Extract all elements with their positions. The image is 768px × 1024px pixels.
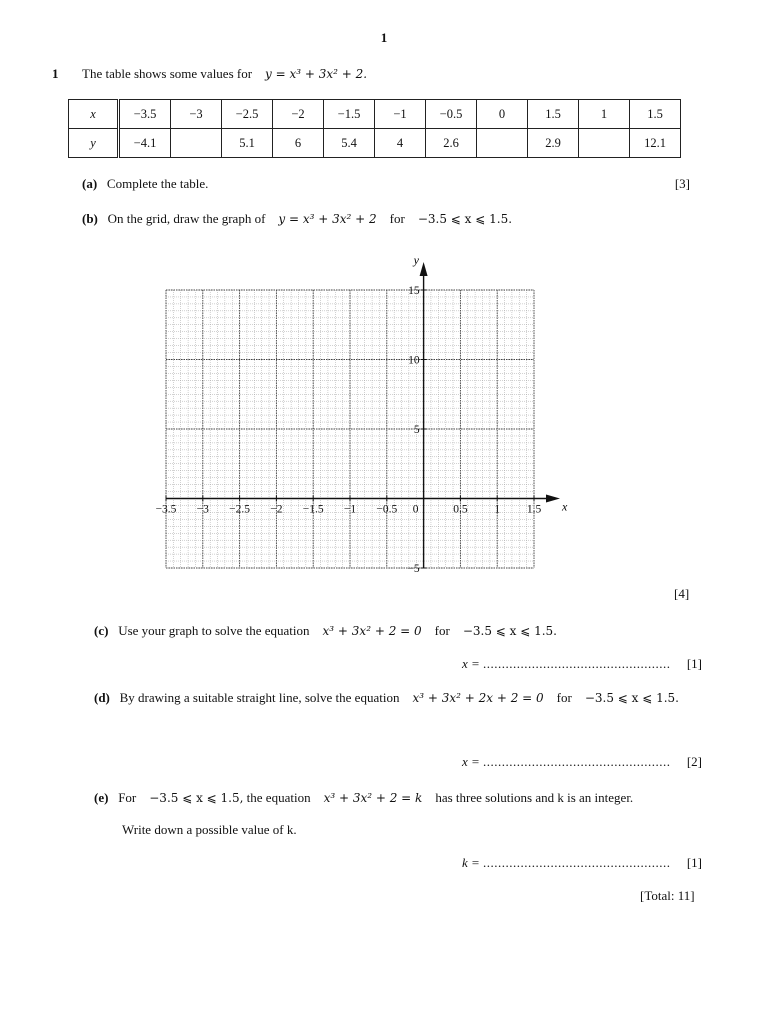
y-value-cell[interactable]	[477, 129, 528, 158]
part-e-answer-label: k =	[462, 855, 480, 870]
part-a	[82, 176, 690, 192]
part-d-answer-label: x =	[462, 754, 480, 769]
y-value-cell: 5.4	[324, 129, 375, 158]
x-header: x	[69, 100, 119, 129]
part-e-equation: x³ + 3x² + 2 = k	[323, 791, 423, 805]
part-d	[94, 690, 679, 706]
y-value-cell[interactable]	[171, 129, 222, 158]
x-tick-label: −2	[270, 503, 283, 516]
part-d-label: (d)	[94, 690, 110, 705]
part-d-answer-row	[462, 754, 702, 770]
y-tick-label: 5	[413, 424, 420, 436]
part-d-range: −3.5 ⩽ x ⩽ 1.5.	[584, 691, 679, 705]
part-c-text: Use your graph to solve the equation	[118, 623, 310, 638]
x-axis-arrow	[546, 495, 560, 503]
part-b-equation: y = x³ + 3x² + 2	[278, 212, 377, 226]
x-value-cell: −1.5	[324, 100, 375, 129]
x-value-cell: −2.5	[222, 100, 273, 129]
part-d-for: for	[556, 690, 572, 705]
x-value-cell: −0.5	[426, 100, 477, 129]
part-e-answer-row	[462, 855, 702, 871]
y-header: y	[69, 129, 119, 158]
y-row	[69, 129, 681, 158]
part-b-for: for	[389, 211, 405, 226]
part-c-equation: x³ + 3x² + 2 = 0	[322, 624, 422, 638]
part-e-text-mid: the equation	[246, 790, 311, 805]
y-value-cell: 5.1	[222, 129, 273, 158]
part-c-label: (c)	[94, 623, 109, 638]
y-axis-arrow	[420, 262, 428, 276]
part-b-label: (b)	[82, 211, 98, 226]
y-tick-label: 10	[408, 354, 420, 367]
part-d-mark: [2]	[686, 754, 702, 769]
part-e-mark: [1]	[686, 855, 702, 870]
intro-equation: y = x³ + 3x² + 2.	[265, 67, 368, 81]
x-value-cell: 1.5	[528, 100, 579, 129]
part-b-mark: [4]	[674, 586, 690, 601]
x-tick-label: 1.5	[526, 503, 542, 516]
part-b-range: −3.5 ⩽ x ⩽ 1.5.	[417, 212, 513, 226]
intro-text: The table shows some values for	[82, 66, 253, 81]
part-b	[82, 211, 512, 227]
y-tick-label: 15	[408, 285, 420, 297]
x-tick-label: −1	[343, 503, 357, 516]
part-c-mark: [1]	[686, 656, 702, 671]
x-value-cell: 1.5	[630, 100, 681, 129]
part-d-answer-line[interactable]: ..................................................	[483, 754, 671, 769]
x-row	[69, 100, 681, 129]
x-value-cell: −3.5	[119, 100, 171, 129]
x-value-cell: 0	[477, 100, 528, 129]
x-tick-label: −1.5	[302, 503, 324, 516]
part-d-text: By drawing a suitable straight line, solve the equation	[119, 690, 400, 705]
part-c	[94, 623, 557, 639]
graph-grid[interactable]	[140, 250, 570, 580]
part-a-text: Complete the table.	[106, 176, 209, 191]
x-value-cell: −3	[171, 100, 222, 129]
part-e-label: (e)	[94, 790, 109, 805]
part-c-answer-line[interactable]: ..................................................	[483, 656, 671, 671]
y-value-cell: 2.6	[426, 129, 477, 158]
x-tick-label: 0	[412, 503, 419, 516]
x-tick-label: −0.5	[376, 503, 398, 516]
y-value-cell: 12.1	[630, 129, 681, 158]
part-e-text-end: has three solutions and k is an integer.	[435, 790, 634, 805]
y-value-cell: 4	[375, 129, 426, 158]
y-value-cell[interactable]	[579, 129, 630, 158]
x-value-cell: 1	[579, 100, 630, 129]
x-tick-label: −3.5	[155, 503, 177, 516]
part-c-range: −3.5 ⩽ x ⩽ 1.5.	[462, 624, 557, 638]
x-value-cell: −1	[375, 100, 426, 129]
part-e-range: −3.5 ⩽ x ⩽ 1.5,	[149, 791, 244, 805]
part-c-for: for	[434, 623, 450, 638]
part-e-for: For	[118, 790, 137, 805]
x-tick-label: 0.5	[453, 503, 468, 516]
part-a-label: (a)	[82, 176, 98, 191]
x-axis-label: x	[562, 499, 568, 514]
y-axis-label: y	[413, 253, 419, 267]
part-c-answer-label: x =	[462, 656, 480, 671]
question-number: 1	[52, 66, 59, 81]
part-e-line2: Write down a possible value of k.	[122, 822, 297, 837]
page-number: 1	[380, 30, 388, 45]
y-value-cell: 2.9	[528, 129, 579, 158]
y-tick-label: −5	[407, 563, 420, 575]
part-a-mark: [3]	[674, 176, 690, 191]
total-marks: [Total: 11]	[640, 888, 695, 903]
values-table	[68, 99, 681, 158]
part-e-answer-line[interactable]: ..................................................	[483, 855, 671, 870]
part-b-text: On the grid, draw the graph of	[107, 211, 266, 226]
x-tick-label: −2.5	[229, 503, 251, 516]
x-value-cell: −2	[273, 100, 324, 129]
y-value-cell: −4.1	[119, 129, 171, 158]
x-tick-label: −3	[196, 503, 209, 516]
y-value-cell: 6	[273, 129, 324, 158]
question-intro	[82, 66, 367, 82]
part-e	[94, 790, 633, 806]
x-tick-label: 1	[494, 503, 501, 516]
part-c-answer-row	[462, 656, 702, 672]
part-d-equation: x³ + 3x² + 2x + 2 = 0	[412, 691, 544, 705]
